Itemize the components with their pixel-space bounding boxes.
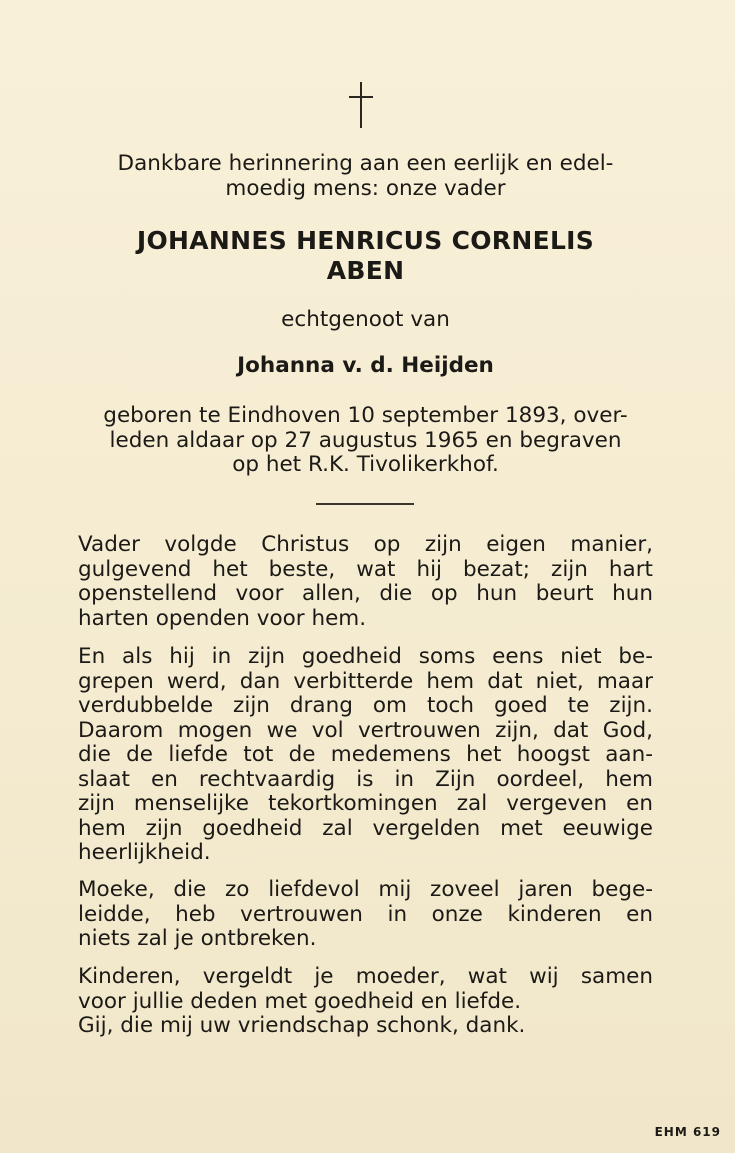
dates-line: leden aldaar op 27 augustus 1965 en begraven <box>109 427 622 453</box>
text-line: Kinderen, vergeldt je moeder, wat wij samen <box>78 964 653 989</box>
text-line: hem zijn goedheid zal vergelden met eeuwige <box>78 815 653 841</box>
text-line: gulgevend het beste, wat hij bezat; zijn hart <box>78 556 653 582</box>
divider <box>316 503 414 505</box>
text-line: verdubbelde zijn drang om toch goed te zijn. <box>78 693 653 718</box>
printer-code: EHM 619 <box>654 1125 721 1139</box>
text-line: die de liefde tot de medemens het hoogst aan- <box>78 742 653 767</box>
intro-line: Dankbare herinnering aan een eerlijk en edel- <box>117 151 614 176</box>
text-line: En als hij in zijn goedheid soms eens niet be- <box>78 644 653 669</box>
text-line: heerlijkheid. <box>78 840 211 865</box>
text-line: slaat en rechtvaardig is in Zijn oordeel, hem <box>78 766 653 792</box>
spouse-name: Johanna v. d. Heijden <box>237 353 494 378</box>
name-line: ABEN <box>326 256 405 285</box>
paragraph-2 <box>78 645 653 866</box>
paragraph-4 <box>78 965 653 1039</box>
dates-line: op het R.K. Tivolikerkhof. <box>232 452 499 477</box>
intro-line: moedig mens: onze vader <box>225 175 506 201</box>
text-line: leidde, heb vertrouwen in onze kinderen en <box>78 901 653 927</box>
life-dates <box>78 404 653 478</box>
text-line: Daarom mogen we vol vertrouwen zijn, dat God, <box>78 717 653 743</box>
deceased-name <box>78 226 653 286</box>
intro-text <box>78 152 653 201</box>
paragraph-3 <box>78 878 653 952</box>
text-line: harten openden voor hem. <box>78 605 367 631</box>
text-line: Gij, die mij uw vriendschap schonk, dank. <box>78 1013 526 1038</box>
text-line: voor jullie deden met goedheid en liefde. <box>78 988 522 1014</box>
text-line: grepen werd, dan verbitterde hem dat niet, maar <box>78 668 653 694</box>
text-line: Vader volgde Christus op zijn eigen manier, <box>78 532 653 557</box>
dates-line: geboren te Eindhoven 10 september 1893, over- <box>103 403 628 428</box>
text-line: openstellend voor allen, die op hun beurt hun <box>78 581 653 606</box>
text-line: zijn menselijke tekortkomingen zal vergeven en <box>78 791 653 816</box>
name-line: JOHANNES HENRICUS CORNELIS <box>136 226 595 255</box>
cross-icon <box>347 82 377 130</box>
paragraph-1 <box>78 533 653 631</box>
spouse-label: echtgenoot van <box>281 307 450 332</box>
text-line: Moeke, die zo liefdevol mij zoveel jaren bege- <box>78 877 653 902</box>
text-line: niets zal je ontbreken. <box>78 926 317 951</box>
